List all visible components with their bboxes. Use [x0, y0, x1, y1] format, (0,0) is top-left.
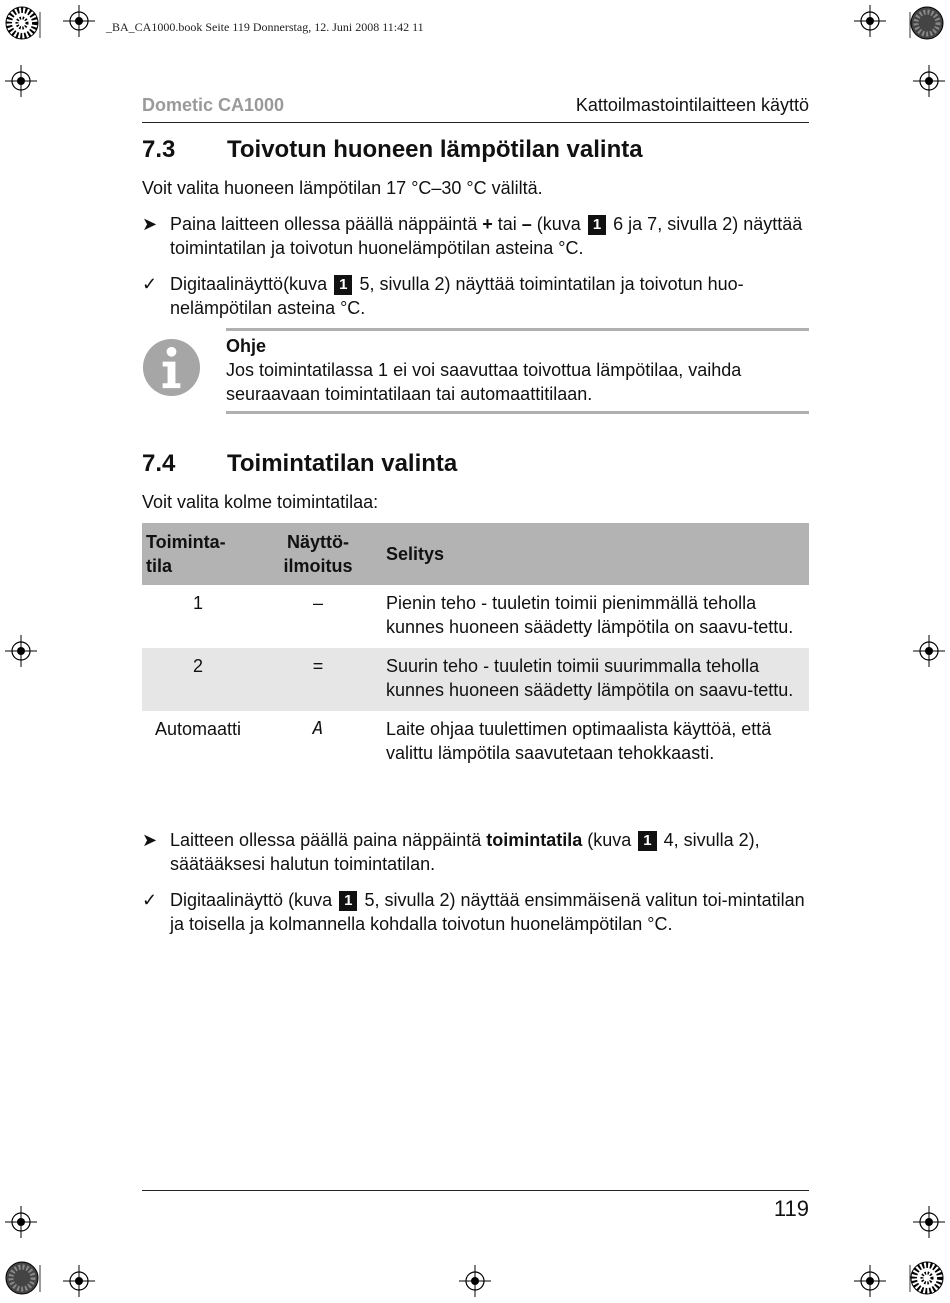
- result-step: ✓ Digitaalinäyttö(kuva 1 5, sivulla 2) näyttää toimintatilan ja toivotun huo-nelämpötilan asteina °C.: [142, 274, 744, 318]
- table-header-row: [142, 523, 809, 585]
- color-target-icon: [911, 1262, 943, 1294]
- registration-mark-icon: [63, 5, 95, 37]
- figure-badge: 1: [638, 831, 656, 851]
- section-heading-7-4: [142, 450, 809, 480]
- running-header-product: Dometic CA1000: [142, 95, 285, 115]
- registration-mark-icon: [63, 1265, 95, 1297]
- section-title: Toimintatilan valinta: [227, 450, 458, 477]
- display-cell: A: [312, 718, 324, 739]
- color-target-icon: [911, 7, 943, 39]
- table-row: [142, 585, 809, 648]
- display-cell: =: [254, 648, 382, 711]
- modes-table: [142, 523, 809, 774]
- figure-badge: 1: [334, 275, 352, 295]
- registration-mark-icon: [854, 1265, 886, 1297]
- section-title: Toivotun huoneen lämpötilan valinta: [227, 136, 643, 163]
- note-box: [226, 334, 809, 406]
- display-cell: –: [312, 593, 323, 613]
- checkmark-icon: ✓: [142, 274, 158, 294]
- info-icon: [142, 338, 201, 397]
- table-row: [142, 648, 809, 711]
- registration-mark-icon: [459, 1265, 491, 1297]
- page-number: 119: [773, 1196, 809, 1221]
- intro-paragraph: Voit valita kolme toimintatilaa:: [142, 492, 379, 512]
- header-rule: [142, 122, 809, 123]
- note-top-rule: [226, 328, 809, 331]
- section-heading-7-3: [142, 136, 809, 166]
- checkmark-icon: ✓: [142, 890, 158, 910]
- table-row: [142, 711, 809, 774]
- mode-cell: 1: [192, 593, 203, 613]
- section-number: 7.4: [142, 450, 176, 477]
- running-header-chapter: Kattoilmastointilaitteen käyttö: [575, 95, 809, 115]
- instruction-step: ➤ Laitteen ollessa päällä paina näppäintä toimintatila (kuva 1 4, sivulla 2), säätääksesi halutun toimintatilan.: [142, 830, 760, 874]
- mode-cell: 2: [142, 648, 254, 711]
- column-header-display: Näyttö-ilmoitus: [254, 523, 382, 585]
- footer-rule: [142, 1190, 809, 1191]
- column-header-description: Selitys: [382, 523, 809, 585]
- note-text: Jos toimintatilassa 1 ei voi saavuttaa toivottua lämpötilaa, vaihda seuraavaan toimintatilaan tai automaattitilaan.: [226, 360, 742, 404]
- registration-mark-icon: [5, 65, 37, 97]
- intro-paragraph: Voit valita huoneen lämpötilan 17 °C–30 °C väliltä.: [142, 178, 543, 198]
- note-bottom-rule: [226, 411, 809, 414]
- mode-cell: Automaatti: [154, 719, 242, 739]
- registration-mark-icon: [854, 5, 886, 37]
- arrow-icon: ➤: [142, 830, 158, 850]
- print-line: _BA_CA1000.book Seite 119 Donnerstag, 12. Juni 2008 11:42 11: [106, 20, 424, 34]
- color-target-icon: [6, 1262, 38, 1294]
- instruction-step: ➤ Paina laitteen ollessa päällä näppäintä + tai – (kuva 1 6 ja 7, sivulla 2) näyttää toimintatilan ja toivotun huonelämpötilan asteina °C.: [142, 214, 803, 258]
- color-target-icon: [6, 7, 38, 39]
- registration-mark-icon: [913, 635, 945, 667]
- registration-mark-icon: [5, 1206, 37, 1238]
- result-step: ✓ Digitaalinäyttö (kuva 1 5, sivulla 2) näyttää ensimmäisenä valitun toi-mintatilan ja toisella ja kolmannella kohdalla toivotun huonelämpötilan °C.: [142, 890, 805, 934]
- registration-mark-icon: [5, 635, 37, 667]
- description-cell: Laite ohjaa tuulettimen optimaalista käyttöä, että valittu lämpötila saavutetaan tehokkaasti.: [386, 719, 772, 763]
- description-cell: Pienin teho - tuuletin toimii pienimmällä teholla kunnes huoneen säädetty lämpötila on saavu-tettu.: [386, 593, 794, 637]
- registration-mark-icon: [913, 65, 945, 97]
- figure-badge: 1: [339, 891, 357, 911]
- section-number: 7.3: [142, 136, 176, 163]
- figure-badge: 1: [588, 215, 606, 235]
- column-header-mode: Toiminta-tila: [142, 523, 254, 585]
- note-title: Ohje: [226, 336, 267, 356]
- registration-mark-icon: [913, 1206, 945, 1238]
- arrow-icon: ➤: [142, 214, 158, 234]
- description-cell: Suurin teho - tuuletin toimii suurimmalla teholla kunnes huoneen säädetty lämpötila on saavu-tettu.: [382, 648, 809, 711]
